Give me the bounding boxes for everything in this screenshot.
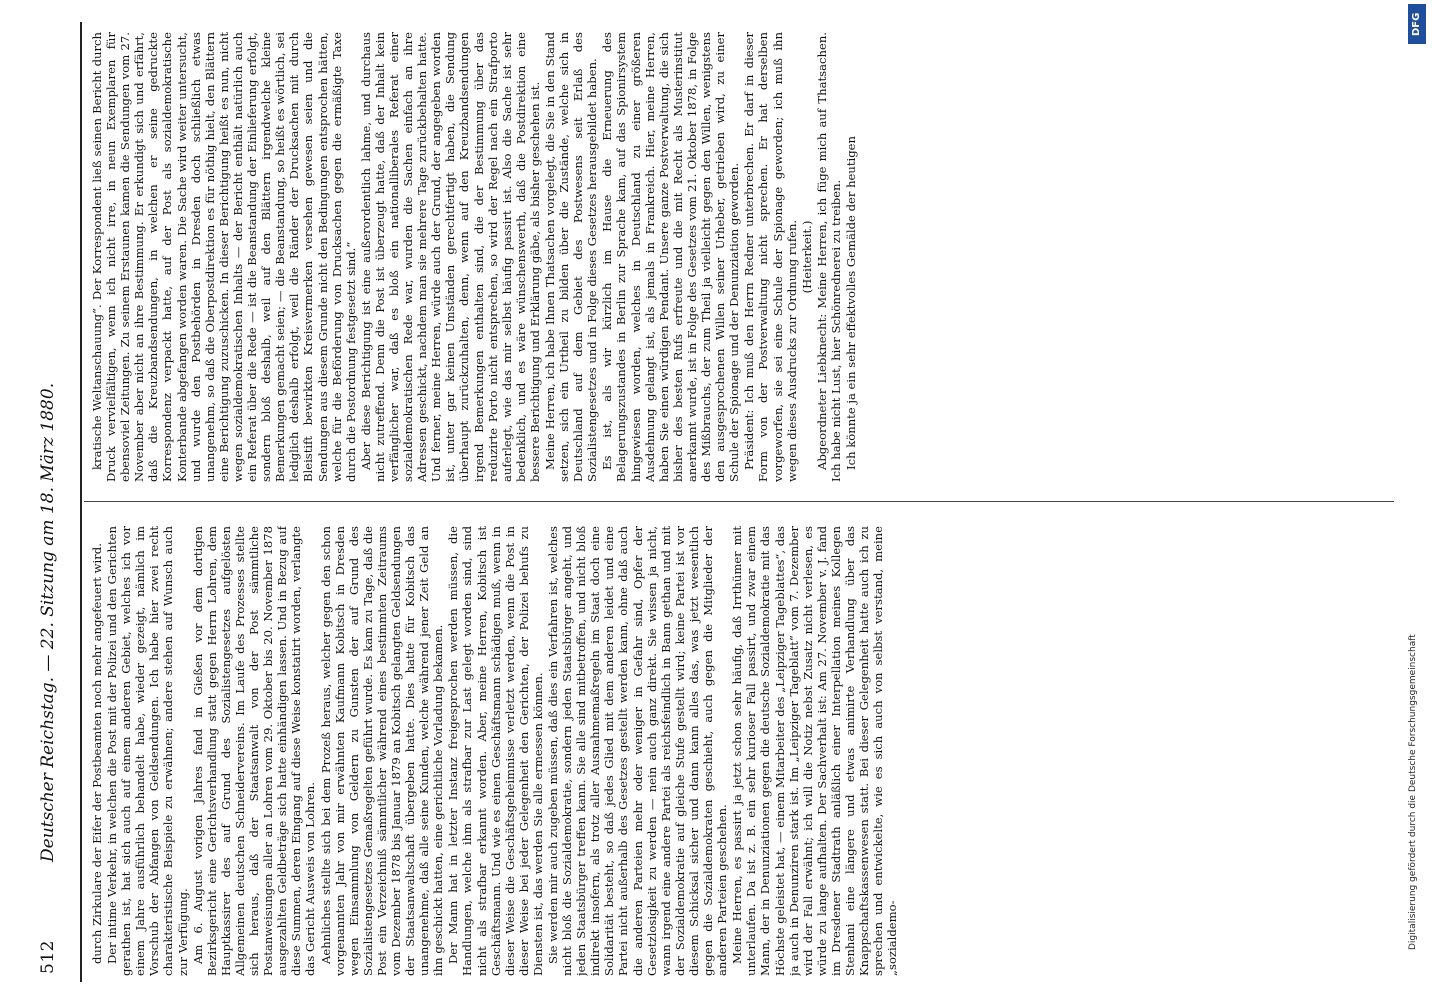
- text-column-left: [90, 526, 1390, 976]
- paragraph: Meine Herren, ich habe Ihnen Thatsachen vorgelegt, die Sie in den Stand setzen, sich ein Urtheil zu bilden über die Zustände, welche sich in Deutschland auf dem Gebiet des Postwesens seit Erlaß des Sozialistengesetzes und in Folge dieses Gesetzes herausgebildet haben.: [543, 32, 600, 482]
- paragraph: Sie werden mir auch zugeben müssen, daß dies ein Verfahren ist, welches nicht bloß die Sozialdemokratie, sondern jeden Staatsbürger angeht, und jeden Staatsbürger treffen kann. Sie alle sind mitbetroffen, und nicht bloß indirekt insofern, als trotz aller Ausnahmemaßregeln im Staat doch eine Solidarität besteht, so daß jedes Glied mit dem anderen leidet und eine Partei nicht außerhalb des Gesetzes gestellt werden kann, ohne daß auch die anderen Parteien mehr oder weniger in Gefahr sind, Opfer der Gesetzlosigkeit zu werden — nein auch ganz direkt. Sie wissen ja nicht, wann irgend eine andere Partei als reichsfeindlich in Bann gethan und mit der Sozialdemokratie auf gleiche Stufe gestellt wird; keine Partei ist vor diesem Schicksal sicher und dann kann alles das, was jetzt wesentlich gegen die Sozialdemokraten geschieht, auch gegen die Mitglieder der anderen Parteien geschehen.: [546, 526, 730, 976]
- paragraph: durch Zirkulare der Eifer der Postbeamten noch mehr angefeuert wird.: [90, 543, 104, 964]
- paragraph: Aber diese Berichtigung ist eine außerordentlich lahme, und durchaus nicht zutreffend. Denn die Post ist überzeugt hatte, daß der Inhalt kein verfänglicher war, daß es bloß ein nationalliberales Referat einer sozialdemokratischen Rede war, wurden die Sachen einfach an ihre Adressen geschickt, nachdem man sie mehrere Tage zurückbehalten hatte. Und ferner, meine Herren, würde auch der Grund, der angegeben worden ist, unter gar keinen Umständen gerechtfertigt haben, die Sendung überhaupt zurückzuhalten, denn, wenn auf den Kreuzbandsendungen irgend Bemerkungen enthalten sind, die der Bestimmung über das reduzirte Porto nicht entsprechen, so wird der Regel nach ein Strafporto auferlegt, wie das mir selbst häufig passirt ist. Also die Sache ist sehr bedenklich, und es wäre wünschenswerth, daß die Postdirektion eine bessere Berichtigung und Erklärung gäbe, als bisher geschehen ist.: [358, 32, 542, 482]
- page-number: 512: [38, 940, 58, 974]
- digitization-credit-strip: [1406, 0, 1428, 1000]
- paragraph: Ich könnte ja ein sehr effektvolles Gemälde der heutigen: [843, 136, 858, 470]
- stage-direction: (Heiterkeit.): [799, 220, 814, 294]
- page-header: [28, 22, 82, 982]
- paragraph: Am 6. August vorigen Jahres fand in Gießen vor dem dortigen Bezirksgericht eine Gerichtsverhandlung statt gegen Herrn Lohren, dem Hauptkassirer des auf Grund des Sozialistengesetzes aufgelösten Allgemeinen deutschen Schneidervereins. Im Laufe des Prozesses stellte sich heraus, daß der Staatsanwalt von der Post sämmtliche Postanweisungen aller an Lohren vom 29. Oktober bis 20. November 1878 ausgezahlten Geldbeträge sich hatte einhändigen lassen. Und in Bezug auf diese Summen, deren Eingang auf diese Weise konstatirt worden, verlangte das Gericht Ausweis von Lohren.: [190, 526, 318, 976]
- rotated-page-content: [28, 22, 1408, 982]
- paragraph: Aehnliches stellte sich bei dem Prozeß heraus, welcher gegen den schon vorgenannten Jahr von mir erwähnten Kaufmann Kobitsch in Dresden wegen Einsammlung von Geldern zu Gunsten der auf Grund des Sozialistengesetzes Gemaßregelten geführt wurde. Es kam zu Tage, daß die Post ein Verzeichniß sämmtlicher während eines bestimmten Zeitraums vom Dezember 1878 bis Januar 1879 an Kobitsch gelangten Geldsendungen der Staatsanwaltschaft übergeben hatte. Dies hatte für Kobitsch das unangenehme, daß alle seine Kunden, welche während jener Zeit Geld an ihn geschickt hatten, eine gerichtliche Vorladung bekamen.: [318, 526, 446, 976]
- paragraph: Meine Herren, es passirt ja jetzt schon sehr häufig, daß Irrthümer mit unterlaufen. Da ist z. B. ein sehr kurioser Fall passirt, und zwar einem Mann, der in Denunziationen gegen die deutsche Sozialdemokratie mit das Höchste geleistet hat, — einem Mitarbeiter des „Leipziger Tageblattes“, das ja auch in Denunziren stark ist. Im „Leipziger Tageblatt“ vom 7. Dezember wird der Fall erwähnt; ich will die Notiz nebst Zusatz nicht verlesen, es würde zu lange aufhalten. Der Sachverhalt ist: Am 27. November v. J. fand im Dresdener Stadtrath anläßlich einer Interpellation meines Kollegen Stenhani eine längere und etwas animirte Verhandlung über das Knappschaftskassenwesen statt. Bei dieser Gelegenheit hatte auch ich zu sprechen und entwickelte, wie es sich auch von selbst verstand, meine „sozialdemo-: [730, 526, 900, 976]
- running-title: Deutscher Reichstag. — 22. Sitzung am 18. März 1880.: [38, 382, 58, 862]
- text-column-right: [90, 32, 1390, 482]
- paragraph: Der Mann hat in letzter Instanz freigesprochen werden müssen, die Handlungen, welche ihm als strafbar zur Last gelegt worden sind, sind nicht als strafbar erkannt worden. Aber, meine Herren, Kobitsch ist Geschäftsmann. Und wie es einen Geschäftsmann schädigen muß, wenn in dieser Weise die Geschäftsgeheimnisse verletzt werden, wenn die Post in dieser Weise bei jeder Gelegenheit den Gerichten, der Polizei behufs zu Diensten ist, das werden Sie alle ermessen können.: [446, 526, 545, 976]
- paragraph: Abgeordneter Liebknecht: Meine Herren, ich füge mich auf Thatsachen. Ich habe nicht Lust, hier Schönrednerei zu treiben.: [814, 32, 843, 482]
- paragraph: Es ist, als wir kürzlich im Hause die Erneuerung des Belagerungszustandes in Berlin zur Sprache kam, auf das Spionirsystem hingewiesen worden, welches in Deutschland zu einer größeren Ausdehnung gelangt ist, als jemals in Frankreich. Hier, meine Herren, haben Sie einen würdigen Pendant. Unsere ganze Postverwaltung, die sich bisher des besten Rufs erfreute und die mit Recht als Musterinstitut anerkannt wurde, ist in Folge des Gesetzes vom 21. Oktober 1878, in Folge des Mißbrauchs, der zum Theil ja vielleicht gegen den Willen, wenigstens den ausgesprochenen Willen seiner Urheber, getrieben wird, zu einer Schule der Spionage und der Denunziation geworden.: [600, 32, 742, 482]
- dfg-logo: DFG: [1408, 4, 1426, 44]
- paragraph: kratische Weltanschauung“. Der Korrespondent ließ seinen Bericht durch Druck vervielfältigen, wenn ich nicht irre, in neun Exemplaren für ebensoviel Zeitungen. Zu seinem Erstaunen kamen die Sendungen vom 27. November aber nicht an ihre Bestimmung. Er erkundigt sich und erfährt, daß die Kreuzbandsendungen, in welchen er seine gedruckte Korrespondenz verpackt hatte, auf der Post als sozialdemokratische Konterbande abgefangen worden waren. Die Sache wird weiter untersucht, und wurde den Postbehörden in Dresden doch schließlich etwas unangenehm, so daß die Oberpostdirektion es für nöthig hielt, den Blättern eine Berichtigung zuzuschicken. In dieser Berichtigung heißt es nun, nicht wegen sozialdemokratischen Inhalts — der Bericht enthält natürlich auch ein Referat über die Rede — ist die Beanstandung der Einlieferung erfolgt, sondern bloß deshalb, weil auf den Blättern irgendwelche kleine Bemerkungen gemacht seien; — die Beanstandung, so heißt es wörtlich, sei lediglich deshalb erfolgt, weil die Ränder der Drucksachen mit durch Bleistift bewirkten Kreisvermerken versehen gewesen seien und die Sendungen aus diesem Grunde nicht den Bedingungen entsprochen hätten, welche für die Beförderung von Drucksachen gegen die ermäßigte Taxe durch die Postordnung festgesetzt sind.“: [90, 32, 358, 482]
- column-divider: [84, 501, 1394, 502]
- paragraph: Der intime Verkehr, in welchen die Post mit der Polizei und den Gerichten gerathen ist, hat sich auch auf einem anderen Gebiet, welches ich vor einem Jahre ausführlich behandelt habe, wieder gezeigt, nämlich im Vorschub der Abfangen von Geldsendungen. Ich habe hier zwei recht charakteristische Beispiele zu erwähnen; andere stehen auf Wunsch auch zur Verfügung.: [105, 526, 190, 976]
- digitization-credit: Digitalisierung gefördert durch die Deutsche Forschungsgemeinschaft: [1408, 634, 1418, 950]
- paragraph: Präsident: Ich muß den Herrn Redner unterbrechen. Er darf in dieser Form von der Postverwaltung nicht sprechen. Er hat derselben vorgeworfen, sie sei eine Schule der Spionage geworden; ich muß ihn wegen dieses Ausdrucks zur Ordnung rufen.: [742, 32, 799, 482]
